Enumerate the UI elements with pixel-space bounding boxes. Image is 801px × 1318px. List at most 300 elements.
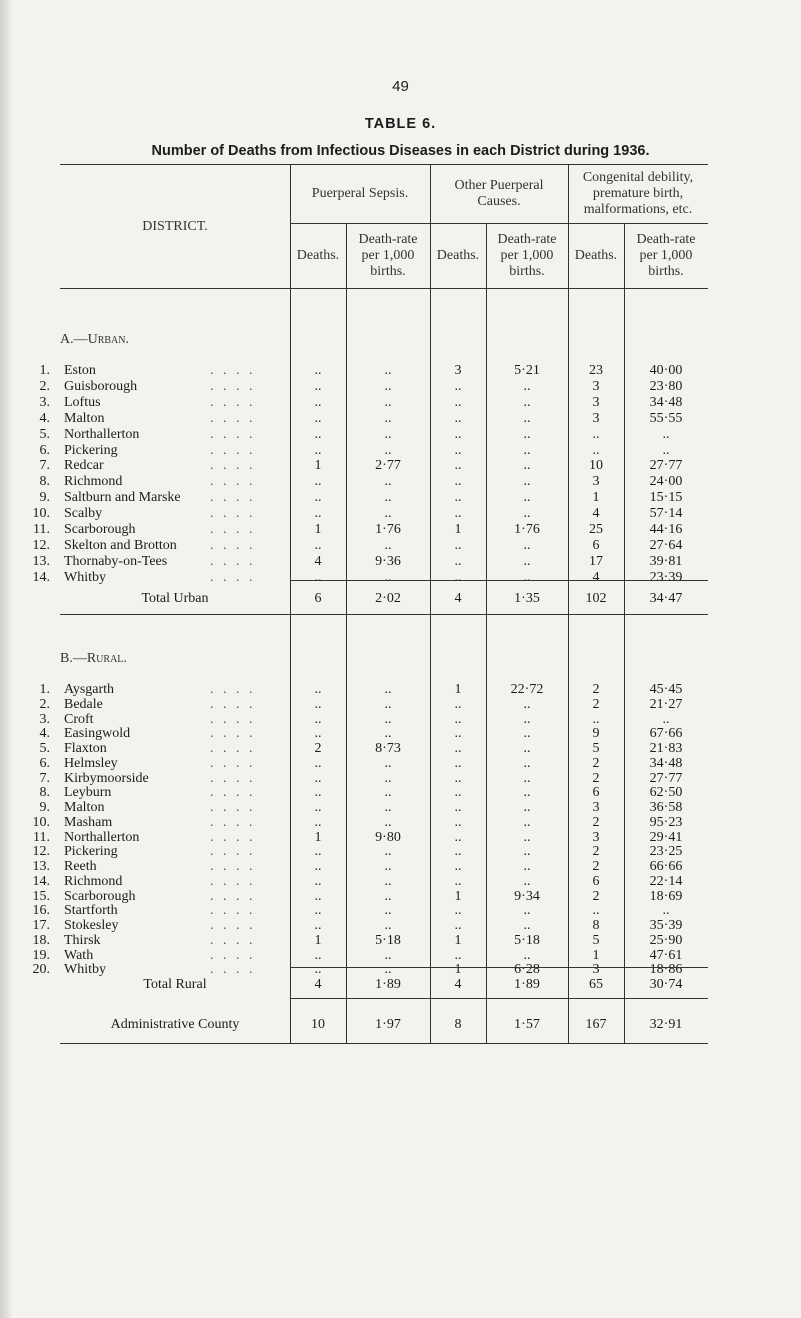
cell-r2: 5·21 (514, 363, 540, 378)
cell-d3: 8 (592, 918, 600, 933)
cell-d3: 2 (592, 859, 600, 874)
row-number: 6. (39, 755, 50, 771)
leader-dots: . . . . (210, 506, 256, 522)
district-name: Saltburn and Marske (64, 490, 181, 506)
cell-d1: .. (314, 947, 322, 963)
cell-d2: .. (454, 506, 462, 522)
cell-d1: .. (314, 490, 322, 506)
total-r1: 2·02 (375, 591, 401, 606)
leader-dots: . . . . (210, 553, 256, 569)
cell-d1: 2 (314, 741, 322, 756)
row-number: 10. (32, 814, 50, 830)
cell-r1: .. (384, 859, 392, 874)
cell-d1: .. (314, 726, 322, 742)
district-name: Malton (64, 410, 105, 426)
row-number: 12. (32, 537, 50, 553)
cell-r3: 57·14 (649, 506, 683, 522)
cell-d1: .. (314, 442, 322, 458)
cell-d3: 3 (592, 800, 600, 815)
cell-d2: .. (454, 741, 462, 756)
leader-dots: . . . . (210, 726, 256, 742)
district-name: Wath (64, 947, 94, 963)
cell-d2: .. (454, 410, 462, 426)
urban-total-rule (290, 580, 708, 581)
cell-d1: 1 (314, 932, 322, 948)
cell-r1: .. (384, 410, 392, 426)
cell-r1: 1·76 (375, 522, 401, 537)
cell-r3: 21·27 (649, 696, 683, 712)
cell-d3: 6 (592, 537, 600, 553)
cell-d3: 25 (589, 522, 603, 537)
cell-r1: .. (384, 378, 392, 394)
cell-r2: .. (523, 859, 531, 874)
leader-dots: . . . . (210, 814, 256, 830)
row-number: 9. (39, 800, 50, 815)
cell-d2: .. (454, 873, 462, 889)
congenital-debility-header: Congenital debility, premature birth, malformations, etc. (582, 170, 694, 217)
cell-d1: .. (314, 755, 322, 771)
leader-dots: . . . . (210, 962, 256, 978)
leader-dots: . . . . (210, 363, 256, 378)
cell-r3: 47·61 (649, 947, 683, 963)
cell-r2: 6·28 (514, 962, 540, 978)
leader-dots: . . . . (210, 755, 256, 771)
row-number: 1. (39, 363, 50, 378)
cell-d2: .. (454, 785, 462, 801)
cell-r3: .. (662, 903, 670, 919)
header-mid-rule (290, 223, 708, 224)
cell-d1: .. (314, 426, 322, 442)
district-name: Redcar (64, 458, 104, 474)
district-name: Helmsley (64, 755, 118, 771)
cell-r2: .. (523, 426, 531, 442)
cell-r3: 45·45 (649, 682, 683, 697)
total-d1: 4 (314, 977, 322, 992)
cell-d2: 1 (454, 932, 462, 948)
cell-r3: .. (662, 426, 670, 442)
district-name: Leyburn (64, 785, 112, 801)
leader-dots: . . . . (210, 947, 256, 963)
rural-total-rule (290, 967, 708, 968)
cell-r1: 5·18 (375, 932, 401, 948)
cell-d2: .. (454, 458, 462, 474)
cell-d1: .. (314, 859, 322, 874)
cell-r2: .. (523, 814, 531, 830)
cell-d3: 3 (592, 474, 600, 490)
cell-r2: .. (523, 506, 531, 522)
row-number: 14. (32, 569, 50, 585)
cell-r3: 27·64 (649, 537, 683, 553)
district-name: Pickering (64, 442, 118, 458)
district-name: Loftus (64, 394, 101, 410)
row-number: 20. (32, 962, 50, 978)
death-rate-header: Death-rate per 1,000 births. (358, 232, 418, 279)
leader-dots: . . . . (210, 569, 256, 585)
cell-r2: .. (523, 947, 531, 963)
cell-d1: .. (314, 506, 322, 522)
cell-r2: 22·72 (510, 682, 544, 697)
district-name: Pickering (64, 844, 118, 860)
cell-d3: 3 (592, 829, 600, 845)
cell-d3: 3 (592, 394, 600, 410)
cell-d3: 2 (592, 888, 600, 904)
leader-dots: . . . . (210, 770, 256, 786)
district-name: Northallerton (64, 829, 140, 845)
cell-d3: 4 (592, 569, 600, 585)
cell-r1: .. (384, 755, 392, 771)
cell-r3: 66·66 (649, 859, 683, 874)
cell-r3: 23·39 (649, 569, 683, 585)
cell-r3: 34·48 (649, 394, 683, 410)
death-rate-header: Death-rate per 1,000 births. (497, 232, 557, 279)
cell-d3: 2 (592, 844, 600, 860)
cell-d3: 10 (589, 458, 603, 474)
row-number: 15. (32, 888, 50, 904)
cell-d2: 1 (454, 962, 462, 978)
district-name: Whitby (64, 569, 106, 585)
district-name: Flaxton (64, 741, 107, 756)
leader-dots: . . . . (210, 426, 256, 442)
cell-d1: .. (314, 569, 322, 585)
row-number: 11. (33, 829, 50, 845)
death-rate-header: Death-rate per 1,000 births. (636, 232, 696, 279)
district-name: Guisborough (64, 378, 138, 394)
district-name: Thornaby-on-Tees (64, 553, 168, 569)
cell-d3: 9 (592, 726, 600, 742)
district-name: Malton (64, 800, 105, 815)
total-label: Total Rural (143, 977, 207, 992)
leader-dots: . . . . (210, 873, 256, 889)
cell-d3: 5 (592, 932, 600, 948)
cell-r1: .. (384, 474, 392, 490)
total-d3: 102 (585, 591, 607, 606)
row-number: 8. (39, 785, 50, 801)
leader-dots: . . . . (210, 410, 256, 426)
cell-r1: .. (384, 873, 392, 889)
cell-r1: .. (384, 363, 392, 378)
cell-d2: .. (454, 859, 462, 874)
cell-r2: 5·18 (514, 932, 540, 948)
district-name: Richmond (64, 873, 123, 889)
cell-r1: .. (384, 785, 392, 801)
district-name: Eston (64, 363, 96, 378)
cell-d2: .. (454, 426, 462, 442)
row-number: 11. (33, 522, 50, 537)
cell-d2: .. (454, 711, 462, 727)
cell-d2: .. (454, 378, 462, 394)
row-number: 13. (32, 553, 50, 569)
cell-r1: 2·77 (375, 458, 401, 474)
total-d2: 4 (454, 977, 462, 992)
cell-r1: .. (384, 814, 392, 830)
cell-r2: .. (523, 410, 531, 426)
cell-r3: 18·69 (649, 888, 683, 904)
district-name: Croft (64, 711, 94, 727)
cell-r2: .. (523, 711, 531, 727)
cell-d1: .. (314, 537, 322, 553)
leader-dots: . . . . (210, 859, 256, 874)
cell-d2: .. (454, 569, 462, 585)
district-name: Richmond (64, 474, 123, 490)
row-number: 2. (39, 378, 50, 394)
leader-dots: . . . . (210, 682, 256, 697)
total-r3: 30·74 (649, 977, 683, 992)
row-number: 17. (32, 918, 50, 933)
district-name: Reeth (64, 859, 97, 874)
cell-r2: .. (523, 474, 531, 490)
total-d1: 6 (314, 591, 322, 606)
cell-r1: .. (384, 726, 392, 742)
cell-d1: .. (314, 770, 322, 786)
rural-section-heading: B.—Rural. (60, 651, 127, 666)
leader-dots: . . . . (210, 741, 256, 756)
cell-d1: .. (314, 800, 322, 815)
cell-r2: .. (523, 726, 531, 742)
cell-d3: 1 (592, 947, 600, 963)
cell-r2: .. (523, 458, 531, 474)
county-total-r1: 1·97 (375, 1017, 401, 1032)
county-total-r2: 1·57 (514, 1017, 540, 1032)
cell-d3: 6 (592, 785, 600, 801)
leader-dots: . . . . (210, 932, 256, 948)
cell-r2: .. (523, 741, 531, 756)
table-title: TABLE 6. (364, 116, 437, 132)
cell-d1: .. (314, 903, 322, 919)
district-name: Kirbymoorside (64, 770, 149, 786)
table-row (0, 570, 801, 588)
cell-r3: 25·90 (649, 932, 683, 948)
total-d2: 4 (454, 591, 462, 606)
cell-d3: 17 (589, 553, 603, 569)
district-name: Scalby (64, 506, 103, 522)
cell-r3: 44·16 (649, 522, 683, 537)
leader-dots: . . . . (210, 711, 256, 727)
cell-r1: .. (384, 442, 392, 458)
leader-dots: . . . . (210, 458, 256, 474)
cell-d3: .. (592, 442, 600, 458)
table-subtitle: Number of Deaths from Infectious Diseases in each District during 1936. (151, 143, 650, 159)
cell-r1: .. (384, 844, 392, 860)
cell-r2: .. (523, 844, 531, 860)
cell-r1: .. (384, 918, 392, 933)
total-label: Total Urban (141, 591, 209, 606)
cell-d2: .. (454, 474, 462, 490)
cell-d2: .. (454, 726, 462, 742)
leader-dots: . . . . (210, 522, 256, 537)
cell-r1: .. (384, 711, 392, 727)
puerperal-sepsis-header: Puerperal Sepsis. (311, 186, 409, 201)
cell-d2: .. (454, 490, 462, 506)
cell-r2: .. (523, 378, 531, 394)
leader-dots: . . . . (210, 829, 256, 845)
cell-d3: .. (592, 903, 600, 919)
row-number: 7. (39, 458, 50, 474)
cell-r2: 1·76 (514, 522, 540, 537)
cell-r3: 18·86 (649, 962, 683, 978)
cell-r1: .. (384, 800, 392, 815)
row-number: 13. (32, 859, 50, 874)
row-number: 5. (39, 741, 50, 756)
cell-r3: 36·58 (649, 800, 683, 815)
cell-d1: .. (314, 888, 322, 904)
cell-r3: 27·77 (649, 458, 683, 474)
total-r2: 1·89 (514, 977, 540, 992)
table-top-rule (60, 164, 708, 165)
cell-r3: 24·00 (649, 474, 683, 490)
cell-d3: 2 (592, 814, 600, 830)
leader-dots: . . . . (210, 442, 256, 458)
cell-r1: 8·73 (375, 741, 401, 756)
cell-r1: .. (384, 947, 392, 963)
cell-r1: .. (384, 682, 392, 697)
leader-dots: . . . . (210, 378, 256, 394)
cell-r3: .. (662, 442, 670, 458)
deaths-header: Deaths. (436, 248, 480, 263)
cell-r1: .. (384, 770, 392, 786)
cell-d1: .. (314, 844, 322, 860)
total-r1: 1·89 (375, 977, 401, 992)
cell-r1: .. (384, 962, 392, 978)
deaths-header: Deaths. (296, 248, 340, 263)
total-d3: 65 (589, 977, 603, 992)
cell-d3: 1 (592, 490, 600, 506)
cell-r1: .. (384, 888, 392, 904)
cell-r3: 22·14 (649, 873, 683, 889)
cell-d2: .. (454, 918, 462, 933)
total-r2: 1·35 (514, 591, 540, 606)
district-name: Whitby (64, 962, 106, 978)
district-name: Northallerton (64, 426, 140, 442)
county-total-label: Administrative County (110, 1017, 240, 1032)
cell-r3: 29·41 (649, 829, 683, 845)
cell-d1: .. (314, 918, 322, 933)
cell-d1: .. (314, 962, 322, 978)
header-bottom-rule (60, 288, 708, 289)
cell-r2: .. (523, 537, 531, 553)
row-number: 10. (32, 506, 50, 522)
cell-d2: .. (454, 800, 462, 815)
cell-r3: .. (662, 711, 670, 727)
cell-d1: .. (314, 474, 322, 490)
other-puerperal-header: Other Puerperal Causes. (454, 178, 544, 209)
cell-r3: 40·00 (649, 363, 683, 378)
leader-dots: . . . . (210, 537, 256, 553)
cell-d3: 4 (592, 506, 600, 522)
cell-d3: 5 (592, 741, 600, 756)
county-total-d3: 167 (585, 1017, 607, 1032)
cell-d1: 1 (314, 522, 322, 537)
cell-r3: 55·55 (649, 410, 683, 426)
table-bottom-rule (60, 1043, 708, 1044)
leader-dots: . . . . (210, 474, 256, 490)
district-name: Startforth (64, 903, 118, 919)
district-name: Thirsk (64, 932, 101, 948)
row-number: 4. (39, 410, 50, 426)
cell-d2: .. (454, 844, 462, 860)
leader-dots: . . . . (210, 844, 256, 860)
cell-r3: 62·50 (649, 785, 683, 801)
row-number: 18. (32, 932, 50, 948)
cell-d3: .. (592, 426, 600, 442)
cell-r2: .. (523, 873, 531, 889)
total-r3: 34·47 (649, 591, 683, 606)
leader-dots: . . . . (210, 918, 256, 933)
leader-dots: . . . . (210, 696, 256, 712)
page-number: 49 (392, 78, 409, 95)
cell-d2: .. (454, 696, 462, 712)
cell-r2: .. (523, 755, 531, 771)
cell-r1: .. (384, 537, 392, 553)
cell-r2: .. (523, 569, 531, 585)
cell-r2: 9·34 (514, 888, 540, 904)
cell-d1: .. (314, 785, 322, 801)
district-name: Masham (64, 814, 113, 830)
cell-r2: .. (523, 770, 531, 786)
cell-r2: .. (523, 800, 531, 815)
cell-d2: .. (454, 814, 462, 830)
cell-d2: .. (454, 553, 462, 569)
cell-d3: 23 (589, 363, 603, 378)
cell-r2: .. (523, 829, 531, 845)
cell-d3: 6 (592, 873, 600, 889)
cell-d3: 2 (592, 696, 600, 712)
cell-r2: .. (523, 394, 531, 410)
cell-r3: 23·25 (649, 844, 683, 860)
cell-r3: 27·77 (649, 770, 683, 786)
cell-r3: 39·81 (649, 553, 683, 569)
cell-r2: .. (523, 490, 531, 506)
cell-r2: .. (523, 553, 531, 569)
cell-r2: .. (523, 785, 531, 801)
row-number: 16. (32, 903, 50, 919)
cell-r1: .. (384, 426, 392, 442)
row-number: 1. (39, 682, 50, 697)
county-total-d2: 8 (454, 1017, 462, 1032)
district-name: Aysgarth (64, 682, 115, 697)
district-header: DISTRICT. (142, 219, 208, 234)
cell-r1: 9·36 (375, 553, 401, 569)
row-number: 3. (39, 711, 50, 727)
cell-d3: 2 (592, 770, 600, 786)
cell-d1: 4 (314, 553, 322, 569)
cell-r2: .. (523, 918, 531, 933)
cell-r1: .. (384, 506, 392, 522)
cell-r1: .. (384, 490, 392, 506)
cell-r1: .. (384, 569, 392, 585)
district-name: Bedale (64, 696, 103, 712)
district-name: Stokesley (64, 918, 119, 933)
cell-d1: 1 (314, 458, 322, 474)
cell-d2: .. (454, 537, 462, 553)
county-total-r3: 32·91 (649, 1017, 683, 1032)
cell-r3: 35·39 (649, 918, 683, 933)
cell-d1: 1 (314, 829, 322, 845)
cell-d1: .. (314, 696, 322, 712)
cell-d1: .. (314, 363, 322, 378)
cell-r3: 34·48 (649, 755, 683, 771)
row-number: 9. (39, 490, 50, 506)
cell-d3: .. (592, 711, 600, 727)
district-name: Easingwold (64, 726, 131, 742)
cell-d2: 1 (454, 522, 462, 537)
cell-r3: 95·23 (649, 814, 683, 830)
leader-dots: . . . . (210, 394, 256, 410)
cell-r2: .. (523, 903, 531, 919)
urban-section-heading: A.—Urban. (60, 332, 130, 347)
county-total-d1: 10 (311, 1017, 325, 1032)
cell-d3: 2 (592, 682, 600, 697)
cell-d2: 1 (454, 682, 462, 697)
